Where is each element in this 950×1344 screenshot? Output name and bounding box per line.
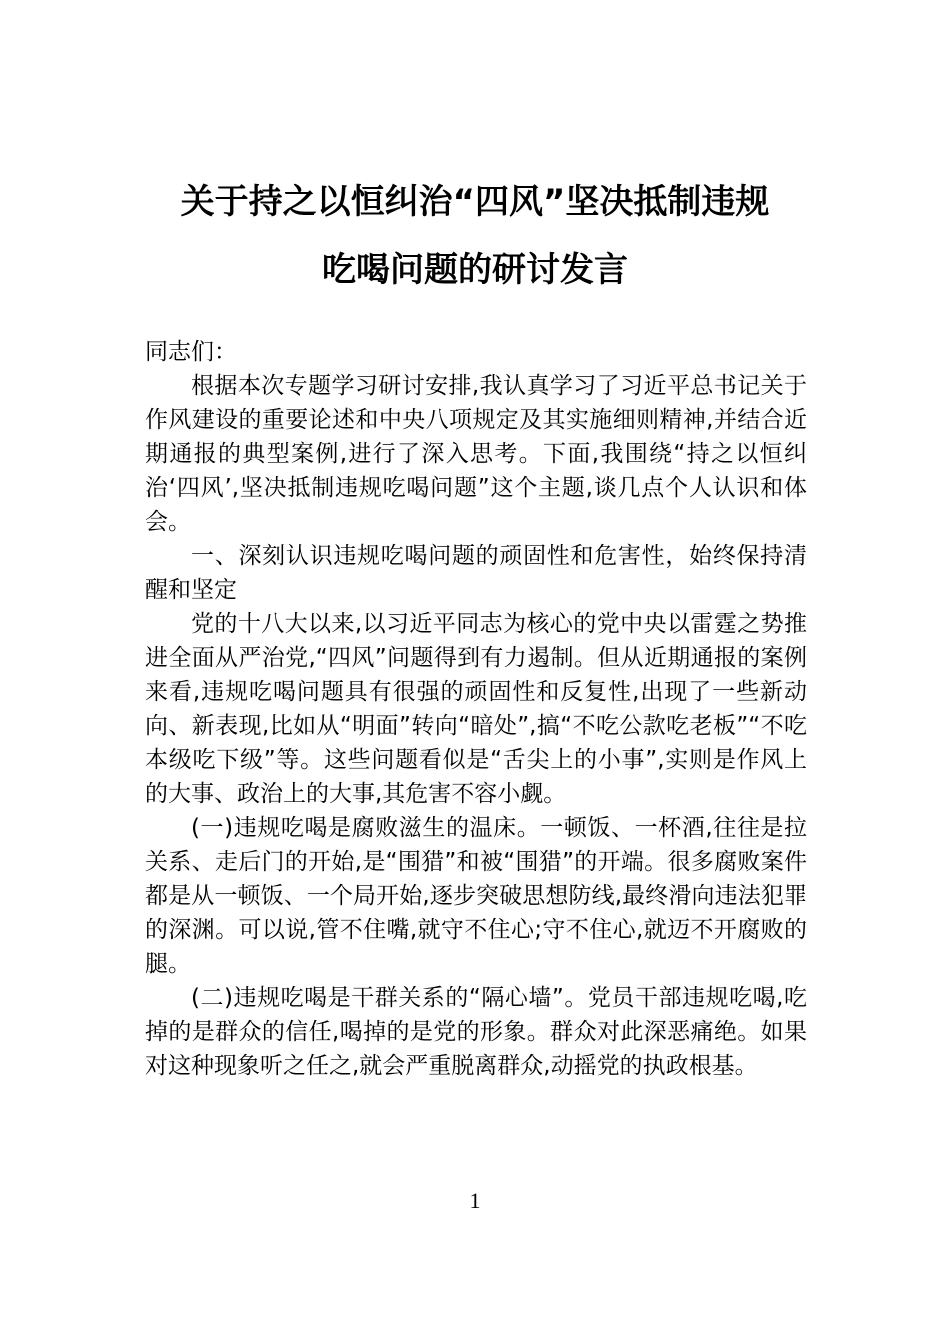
- title-line-1: 关于持之以恒纠治“四风”坚决抵制违规: [180, 182, 770, 222]
- title-line-2: 吃喝问题的研讨发言: [322, 250, 628, 290]
- salutation: 同志们：: [145, 339, 237, 365]
- paragraph-point-1: (一)违规吃喝是腐败滋生的温床。一顿饭、一杯酒,往往是拉关系、走后门的开始,是“围猎”和被“围猎”的开端。很多腐败案件都是从一顿饭、一个局开始,逐步突破思想防线,最终滑向违法犯罪的深渊。可以说,管不住嘴,就守不住心;守不住心,就迈不开腐败的腿。: [145, 815, 807, 977]
- page-number: 1: [469, 1188, 481, 1213]
- paragraph-point-2: (二)违规吃喝是干群关系的“隔心墙”。党员干部违规吃喝,吃掉的是群众的信任,喝掉的是党的形象。群众对此深恶痛绝。如果对这种现象听之任之,就会严重脱离群众,动摇党的执政根基。: [145, 985, 807, 1079]
- paragraph-background: 党的十八大以来,以习近平同志为核心的党中央以雷霆之势推进全面从严治党,“四风”问题得到有力遏制。但从近期通报的案例来看,违规吃喝问题具有很强的顽固性和反复性,出现了一些新动向、新表现,比如从“明面”转向“暗处”,搞“不吃公款吃老板”“不吃本级吃下级”等。这些问题看似是“舌尖上的小事”,实则是作风上的大事、政治上的大事,其危害不容小觑。: [145, 611, 807, 807]
- section-heading-1: 一、深刻认识违规吃喝问题的顽固性和危害性，始终保持清醒和坚定: [145, 543, 807, 603]
- document-body: [145, 335, 807, 1083]
- paragraph-intro: 根据本次专题学习研讨安排,我认真学习了习近平总书记关于作风建设的重要论述和中央八项规定及其实施细则精神,并结合近期通报的典型案例,进行了深入思考。下面,我围绕“持之以恒纠治‘四风’,坚决抵制违规吃喝问题”这个主题,谈几点个人认识和体会。: [145, 373, 807, 535]
- document-title: [120, 168, 830, 304]
